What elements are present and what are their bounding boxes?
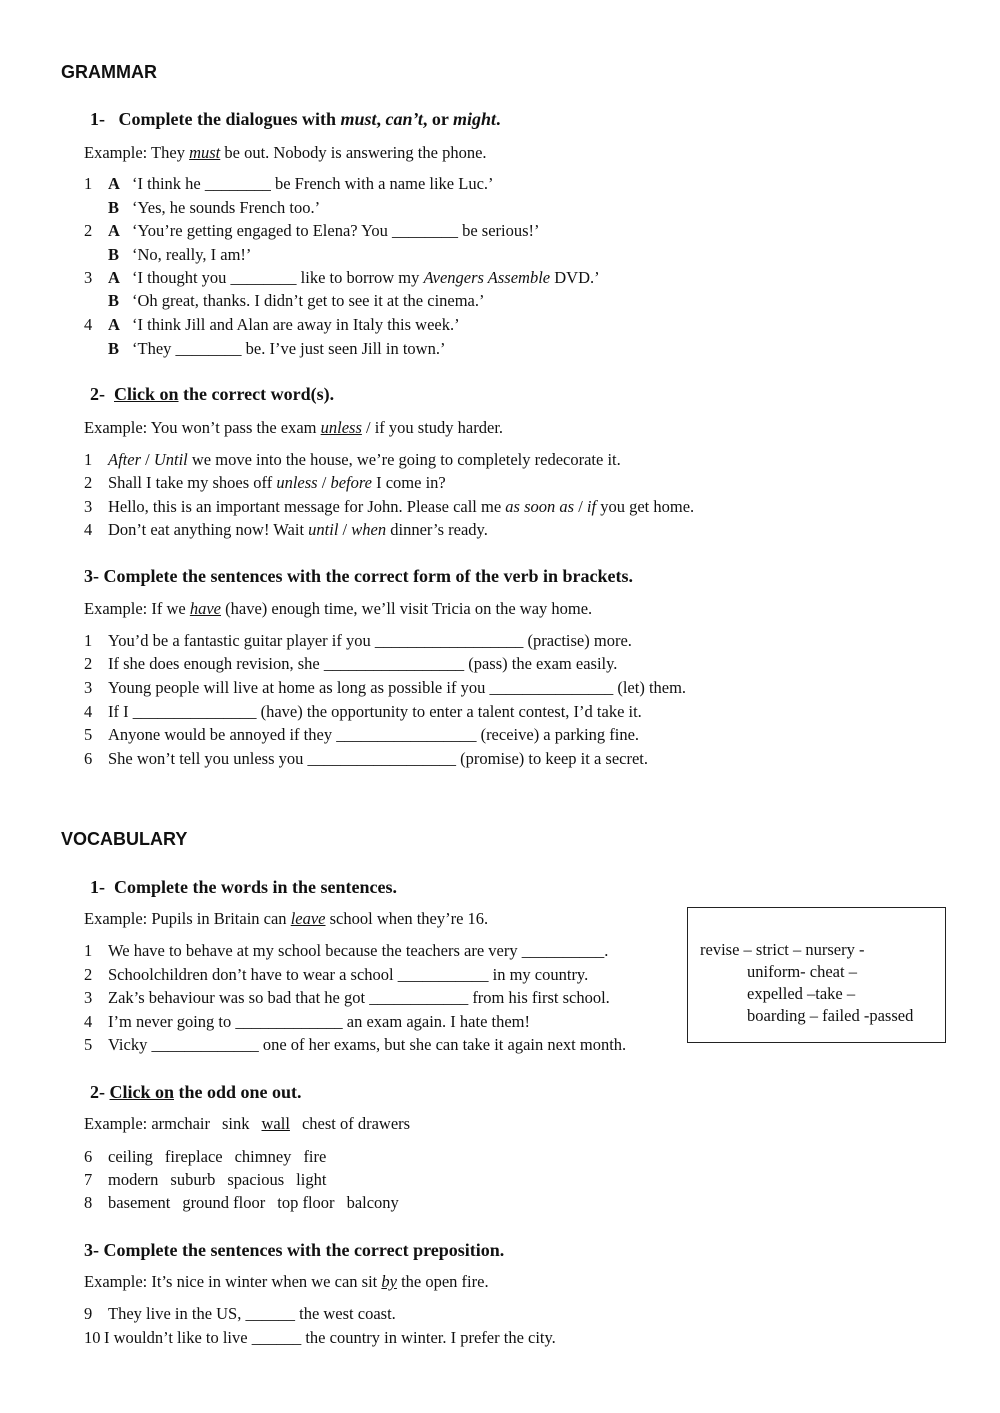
- grammar-section-title: GRAMMAR: [61, 62, 157, 82]
- click-on-link: Click on: [109, 1082, 175, 1102]
- choice-option[interactable]: when: [351, 520, 387, 539]
- word-bank-line: revise – strict – nursery -: [700, 940, 865, 959]
- word-bank-line: expelled –take –: [747, 984, 856, 1003]
- odd-word-option[interactable]: fireplace: [164, 1147, 223, 1166]
- choice-option[interactable]: as soon as: [505, 497, 575, 516]
- dialogue-item-4-reply: B ‘They ________ be. I’ve just seen Jill in town.’: [108, 339, 446, 358]
- word-item-1: 1 We have to behave at my school because the teachers are very __________.: [84, 941, 609, 960]
- odd-item-6: 6 ceiling fireplace chimney fire: [84, 1147, 327, 1166]
- odd-word-option[interactable]: ground floor: [182, 1193, 266, 1212]
- preposition-item-9: 9 They live in the US, ______ the west coast.: [84, 1304, 396, 1323]
- choice-item-3: 3 Hello, this is an important message for John. Please call me as soon as / if you get home.: [84, 497, 695, 516]
- grammar-ex2-heading: 2- Click on the correct word(s).: [90, 384, 335, 404]
- verb-item-6: 6 She won’t tell you unless you __________________ (promise) to keep it a secret.: [84, 749, 648, 768]
- choice-item-2: 2 Shall I take my shoes off unless / before I come in?: [84, 473, 446, 492]
- grammar-ex1-heading: 1- Complete the dialogues with must, can’t, or might.: [90, 109, 501, 129]
- word-item-4: 4 I’m never going to _____________ an exam again. I hate them!: [84, 1012, 531, 1031]
- odd-word-option[interactable]: balcony: [346, 1193, 399, 1212]
- grammar-ex3-example: Example: If we have (have) enough time, we’ll visit Tricia on the way home.: [84, 599, 593, 618]
- odd-word-option[interactable]: fire: [303, 1147, 327, 1166]
- word-item-3: 3 Zak’s behaviour was so bad that he got ____________ from his first school.: [84, 988, 610, 1007]
- choice-option[interactable]: before: [330, 473, 372, 492]
- choice-item-1: 1 After / Until we move into the house, we’re going to completely redecorate it.: [84, 450, 621, 469]
- grammar-ex2-example: Example: You won’t pass the exam unless / if you study harder.: [84, 418, 504, 437]
- verb-item-2: 2 If she does enough revision, she _________________ (pass) the exam easily.: [84, 654, 618, 673]
- dialogue-item-1-reply: B ‘Yes, he sounds French too.’: [108, 198, 321, 217]
- verb-item-1: 1 You’d be a fantastic guitar player if you __________________ (practise) more.: [84, 631, 632, 650]
- odd-word-option[interactable]: suburb: [170, 1170, 216, 1189]
- verb-item-3: 3 Young people will live at home as long as possible if you _______________ (let) them.: [84, 678, 687, 697]
- vocab-ex1-example: Example: Pupils in Britain can leave school when they’re 16.: [84, 909, 489, 928]
- vocab-ex3-example: Example: It’s nice in winter when we can sit by the open fire.: [84, 1272, 489, 1291]
- vocab-ex3-heading: 3- Complete the sentences with the correct preposition.: [84, 1240, 505, 1260]
- word-bank-box: [687, 907, 946, 1043]
- choice-option[interactable]: until: [308, 520, 339, 539]
- vocab-ex1-heading: 1- Complete the words in the sentences.: [90, 877, 397, 897]
- odd-word-option[interactable]: top floor: [277, 1193, 335, 1212]
- odd-word-option[interactable]: modern: [108, 1170, 159, 1189]
- grammar-ex3-heading: 3- Complete the sentences with the correct form of the verb in brackets.: [84, 566, 634, 586]
- odd-word-option[interactable]: spacious: [227, 1170, 285, 1189]
- odd-word-option[interactable]: chimney: [234, 1147, 292, 1166]
- word-item-2: 2 Schoolchildren don’t have to wear a school ___________ in my country.: [84, 965, 589, 984]
- choice-option[interactable]: if: [586, 497, 597, 516]
- word-bank-line: uniform- cheat –: [747, 962, 857, 981]
- verb-item-4: 4 If I _______________ (have) the opportunity to enter a talent contest, I’d take it.: [84, 702, 642, 721]
- vocabulary-section-title: VOCABULARY: [61, 829, 188, 849]
- click-on-link: Click on: [114, 384, 179, 404]
- word-bank-line: boarding – failed -passed: [747, 1006, 914, 1025]
- choice-option[interactable]: Until: [153, 450, 188, 469]
- dialogue-item-2: 2 A ‘You’re getting engaged to Elena? You ________ be serious!’: [84, 221, 540, 240]
- vocab-ex2-example: Example: armchair sink wall chest of drawers: [84, 1114, 411, 1133]
- choice-item-4: 4 Don’t eat anything now! Wait until / when dinner’s ready.: [84, 520, 488, 539]
- choice-option[interactable]: After: [108, 450, 141, 469]
- vocab-ex2-heading: 2- Click on the odd one out.: [90, 1082, 302, 1102]
- grammar-ex1-example: Example: They must be out. Nobody is answering the phone.: [84, 143, 487, 162]
- odd-word-option[interactable]: light: [296, 1170, 327, 1189]
- dialogue-item-1: 1 A ‘I think he ________ be French with a name like Luc.’: [84, 174, 494, 193]
- dialogue-item-3-reply: B ‘Oh great, thanks. I didn’t get to see it at the cinema.’: [108, 291, 485, 310]
- preposition-item-10: 10 I wouldn’t like to live ______ the country in winter. I prefer the city.: [84, 1328, 556, 1347]
- verb-item-5: 5 Anyone would be annoyed if they _________________ (receive) a parking fine.: [84, 725, 640, 744]
- odd-item-8: 8 basement ground floor top floor balcony: [84, 1193, 399, 1212]
- odd-word-option[interactable]: ceiling: [108, 1147, 153, 1166]
- odd-word-option[interactable]: basement: [108, 1193, 171, 1212]
- ex-number: 1-: [90, 109, 105, 129]
- choice-option[interactable]: unless: [276, 473, 318, 492]
- dialogue-item-2-reply: B ‘No, really, I am!’: [108, 245, 252, 264]
- dialogue-item-3: 3 A ‘I thought you ________ like to borrow my Avengers Assemble DVD.’: [84, 268, 600, 287]
- dialogue-item-4: 4 A ‘I think Jill and Alan are away in Italy this week.’: [84, 315, 460, 334]
- word-item-5: 5 Vicky _____________ one of her exams, but she can take it again next month.: [84, 1035, 627, 1054]
- odd-item-7: 7 modern suburb spacious light: [84, 1170, 327, 1189]
